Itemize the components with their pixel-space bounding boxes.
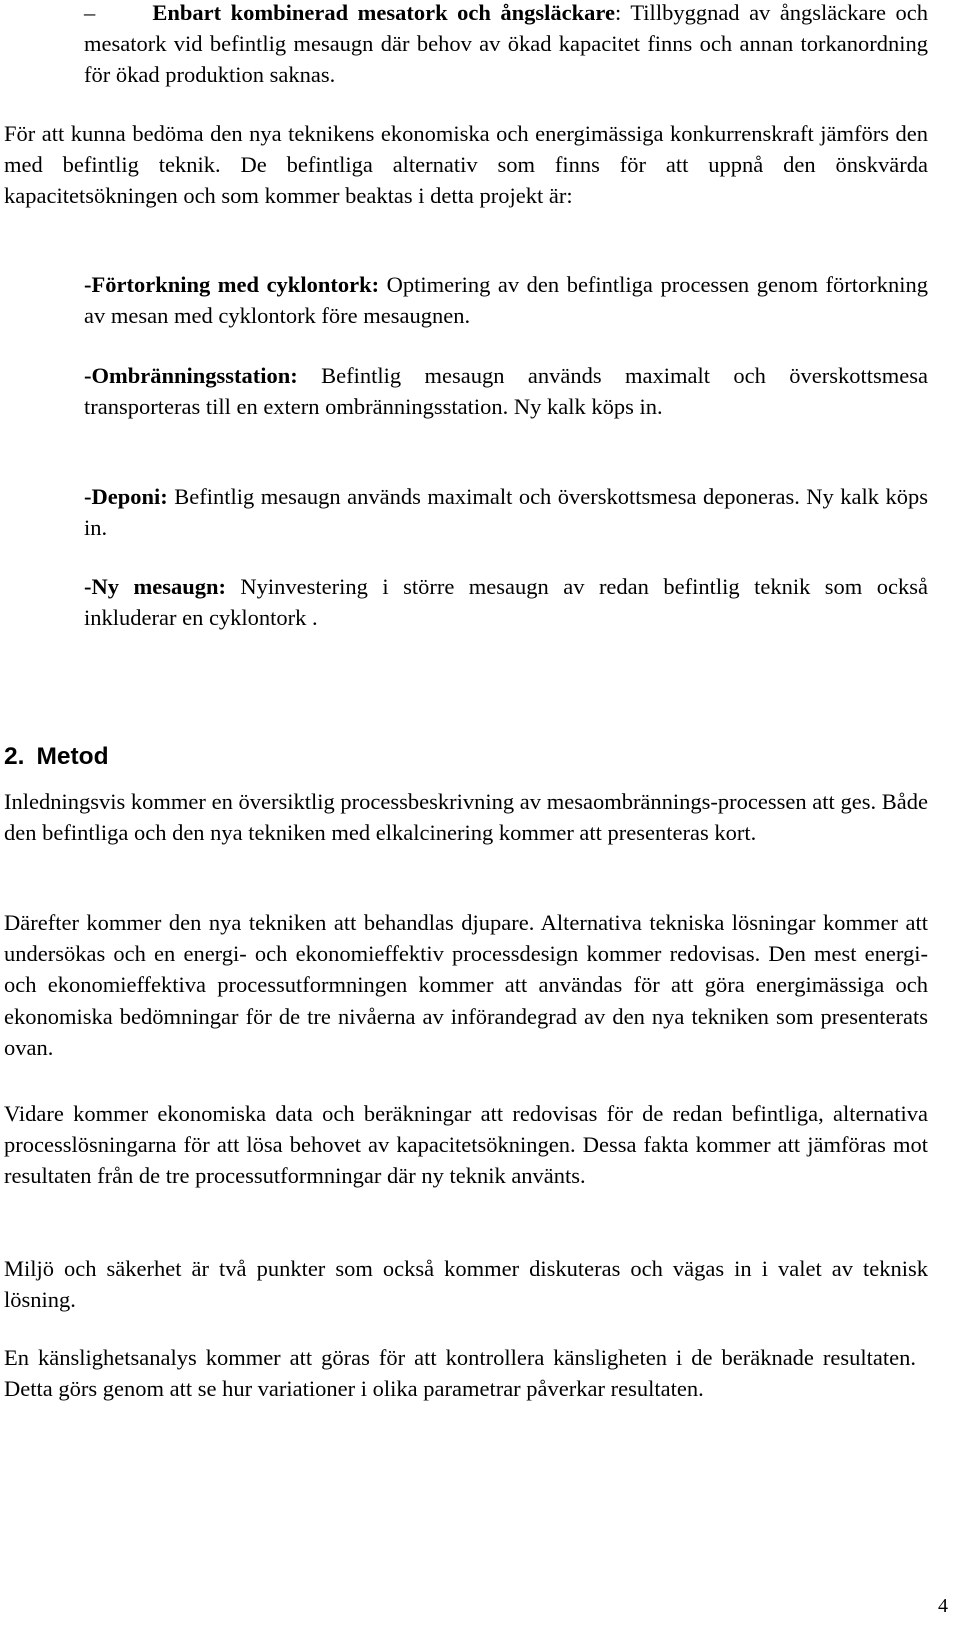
paragraph-method-2: Därefter kommer den nya tekniken att behandlas djupare. Alternativa tekniska lösningar kommer att undersökas och en energi- och ekonomieffektiv processdesign kommer redovisas. Den mest energi- och ekonomieffektiva processutformningen kommer att användas för att göra energimässiga och ekonomiska bedömningar för de tre nivåerna av införandegrad av den nya tekniken som presenterats ovan.: [4, 910, 928, 1060]
alternative-term: -Ny mesaugn:: [84, 574, 226, 599]
alternative-text: Optimering av den befintliga processen genom förtorkning av mesan med cyklontork före mesaugnen.: [84, 272, 928, 329]
section-number: 2.: [4, 743, 25, 770]
item-kombinerad: [84, 0, 928, 91]
alternative-term: -Förtorkning med cyklontork:: [84, 272, 380, 297]
alternative-text: Befintlig mesaugn används maximalt och överskottsmesa deponeras. Ny kalk köps in.: [84, 484, 928, 541]
alternative-deponi: [84, 481, 928, 543]
alternative-term: -Ombränningsstation:: [84, 363, 298, 388]
alternative-text: Nyinvestering i större mesaugn av redan befintlig teknik som också inkluderar en cyklontork .: [84, 574, 928, 631]
paragraph-method-5: En känslighetsanalys kommer att göras för att kontrollera känsligheten i de beräknade resultaten. Detta görs genom att se hur variationer i olika parametrar påverkar resultaten.: [4, 1345, 916, 1402]
alternative-term: -Deponi:: [84, 484, 168, 509]
section-title: Metod: [36, 743, 109, 770]
alternative-fortorkning: [84, 269, 928, 331]
alternative-text: Befintlig mesaugn används maximalt och överskottsmesa transporteras till en extern ombränningsstation. Ny kalk köps in.: [84, 363, 928, 420]
paragraph-intro: För att kunna bedöma den nya teknikens ekonomiska och energimässiga konkurrenskraft jämförs den med befintlig teknik. De befintliga alternativ som finns för att uppnå den önskvärda kapacitetsökningen och som kommer beaktas i detta projekt är:: [4, 121, 928, 209]
paragraph-method-4: Miljö och säkerhet är två punkter som också kommer diskuteras och vägas in i valet av teknisk lösning.: [4, 1256, 928, 1313]
paragraph-method-1: Inledningsvis kommer en översiktlig processbeskrivning av mesaombrännings-processen att ges. Både den befintliga och den nya tekniken med elkalcinering kommer att presenteras kort.: [4, 789, 928, 846]
item-text: : Tillbyggnad av ångsläckare och mesatork vid befintlig mesaugn där behov av ökad kapacitet finns och annan torkanordning för ökad produktion saknas.: [84, 0, 928, 88]
alternative-ny-mesaugn: [84, 571, 928, 633]
paragraph-method-3: Vidare kommer ekonomiska data och beräkningar att redovisas för de redan befintliga, alternativa processlösningarna för att lösa behovet av kapacitetsökningen. Dessa fakta kommer att jämföras mot resultaten från de tre processutformningar där ny teknik använts.: [4, 1101, 928, 1189]
page-number: 4: [938, 1595, 948, 1617]
alternative-ombranningsstation: [84, 360, 928, 422]
item-term: Enbart kombinerad mesatork och ångsläckare: [152, 0, 615, 25]
section-heading: [4, 742, 109, 772]
item-dash: –: [84, 0, 96, 25]
